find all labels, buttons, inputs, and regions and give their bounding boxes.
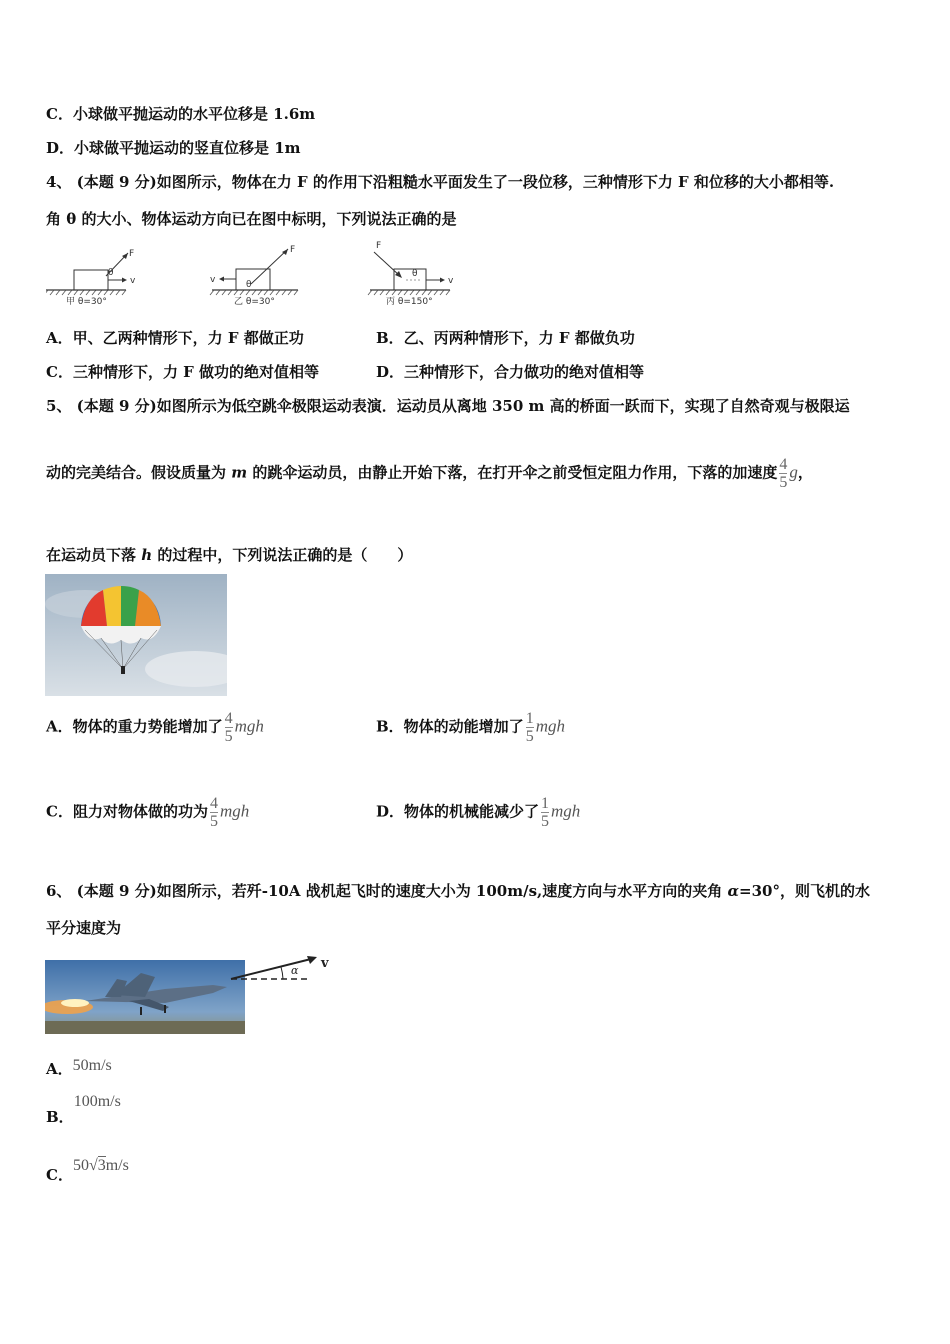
q5-option-d-var: mgh (551, 801, 581, 821)
q6-fig-alpha-label: α (291, 964, 299, 977)
q3-option-c: C．小球做平抛运动的水平位移是 1.6m (46, 105, 316, 123)
q5-option-c-text: C．阻力对物体做的功为 (46, 802, 208, 821)
q6-stem-text-b: =30°，则飞机的水 (739, 882, 870, 900)
q4-option-a: A．甲、乙两种情形下，力 F 都做正功 (46, 329, 304, 347)
q4-option-d: D．三种情形下，合力做功的绝对值相等 (376, 363, 645, 381)
q4-fig-jia-velocity-label: v (130, 276, 136, 286)
q4-stem-line2: 角 θ 的大小、物体运动方向已在图中标明，下列说法正确的是 (46, 210, 457, 228)
q6-fig-velocity-label: v (321, 956, 329, 971)
q6-option-c-radicand: 3 (97, 1157, 106, 1174)
q6-option-c-radical: √3 (88, 1157, 106, 1174)
q5-accel-var: g (789, 462, 798, 482)
q5-accel-fraction (779, 456, 787, 491)
q5-option-c-var: mgh (219, 801, 250, 821)
q4-figure-bing (366, 238, 466, 308)
q5-stem-line3 (46, 544, 412, 565)
q5-stem-text-c: ， (797, 463, 813, 482)
q5-option-d (376, 795, 580, 830)
q6-option-a-value: 50m/s (72, 1057, 112, 1074)
q6-option-b-value: 100m/s (73, 1093, 121, 1110)
q5-mass-var: m (231, 463, 248, 482)
q4-fig-yi-force-label: F (290, 245, 296, 255)
q5-option-c (46, 795, 249, 830)
q4-figure-yi (206, 240, 316, 308)
q6-option-c-label: C． (46, 1166, 73, 1184)
q5-stem-text-a: 动的完美结合。假设质量为 (46, 463, 232, 482)
q4-fig-bing-force-label: F (376, 241, 382, 251)
q6-option-b-label: B． (46, 1108, 74, 1126)
q5-stem-line2 (46, 456, 813, 491)
q5-stem-text-d: 在运动员下落 (46, 546, 142, 564)
q4-option-c: C．三种情形下，力 F 做功的绝对值相等 (46, 363, 320, 381)
q5-option-d-text: D．物体的机械能减少了 (376, 802, 540, 821)
q5-accel-den: 5 (779, 474, 788, 491)
q4-fig-jia-theta-label: θ (108, 268, 114, 278)
q6-jet-photo (45, 955, 335, 1037)
q5-option-a (46, 710, 264, 745)
q6-option-a (46, 1058, 112, 1079)
q4-stem-line1: 4、 (本题 9 分)如图所示，物体在力 F 的作用下沿粗糙水平面发生了一段位移，三种情形下力 F 和位移的大小都相等. (46, 173, 835, 191)
q5-option-b-text: B．物体的动能增加了 (376, 717, 524, 736)
q4-fig-jia-caption: 甲 θ=30° (66, 297, 107, 307)
q5-option-b-fraction (526, 710, 534, 745)
q4-fig-bing-velocity-label: v (448, 276, 454, 286)
q5-option-c-fraction (210, 795, 218, 830)
q5-option-c-den: 5 (209, 813, 218, 830)
q5-option-d-num: 1 (541, 795, 550, 812)
q5-option-b (376, 710, 565, 745)
q5-option-a-fraction (225, 710, 233, 745)
q5-option-b-var: mgh (535, 716, 565, 736)
q4-figure-jia (46, 240, 146, 308)
q5-stem-text-e: 的过程中，下列说法正确的是（ ） (152, 546, 413, 564)
q5-option-a-num: 4 (224, 710, 233, 727)
q5-option-c-num: 4 (209, 795, 218, 812)
q6-option-b (46, 1092, 121, 1126)
q4-option-b: B．乙、丙两种情形下，力 F 都做负功 (376, 329, 635, 347)
q6-stem-text-a: 6、 (本题 9 分)如图所示，若歼-10A 战机起飞时的速度大小为 100m/s,速度方向与水平方向的夹角 (46, 882, 728, 900)
q6-alpha-var: α (727, 882, 740, 900)
q4-fig-jia-force-label: F (129, 249, 135, 259)
q5-option-a-den: 5 (224, 728, 233, 745)
q5-option-d-fraction (541, 795, 549, 830)
q5-option-b-num: 1 (525, 710, 534, 727)
q5-option-b-den: 5 (525, 728, 534, 745)
q5-option-d-den: 5 (541, 813, 550, 830)
q5-stem-text-b: 的跳伞运动员，由静止开始下落，在打开伞之前受恒定阻力作用，下落的加速度 (247, 463, 778, 482)
q5-stem-line1: 5、 (本题 9 分)如图所示为低空跳伞极限运动表演．运动员从离地 350 m 高的桥面一跃而下，实现了自然奇观与极限运 (46, 397, 850, 415)
q5-parachute-photo (45, 574, 227, 696)
q6-option-a-label: A． (46, 1060, 73, 1078)
q5-option-a-var: mgh (234, 716, 264, 736)
q4-fig-yi-velocity-label: v (210, 275, 216, 285)
q6-option-c (46, 1154, 129, 1184)
q4-fig-bing-caption: 丙 θ=150° (386, 297, 433, 307)
q6-option-c-coef: 50 (72, 1157, 89, 1174)
q4-fig-yi-theta-label: θ (246, 280, 252, 290)
q3-option-d: D．小球做平抛运动的竖直位移是 1m (46, 139, 301, 157)
q6-stem-line2: 平分速度为 (46, 919, 122, 937)
q6-option-c-unit: m/s (105, 1157, 129, 1174)
q4-fig-yi-caption: 乙 θ=30° (234, 297, 275, 307)
q6-stem-line1 (46, 880, 870, 901)
q5-accel-num: 4 (779, 456, 788, 473)
q5-height-var: h (141, 546, 153, 564)
q4-fig-bing-theta-label: θ (412, 269, 418, 279)
q5-option-a-text: A．物体的重力势能增加了 (46, 717, 223, 736)
